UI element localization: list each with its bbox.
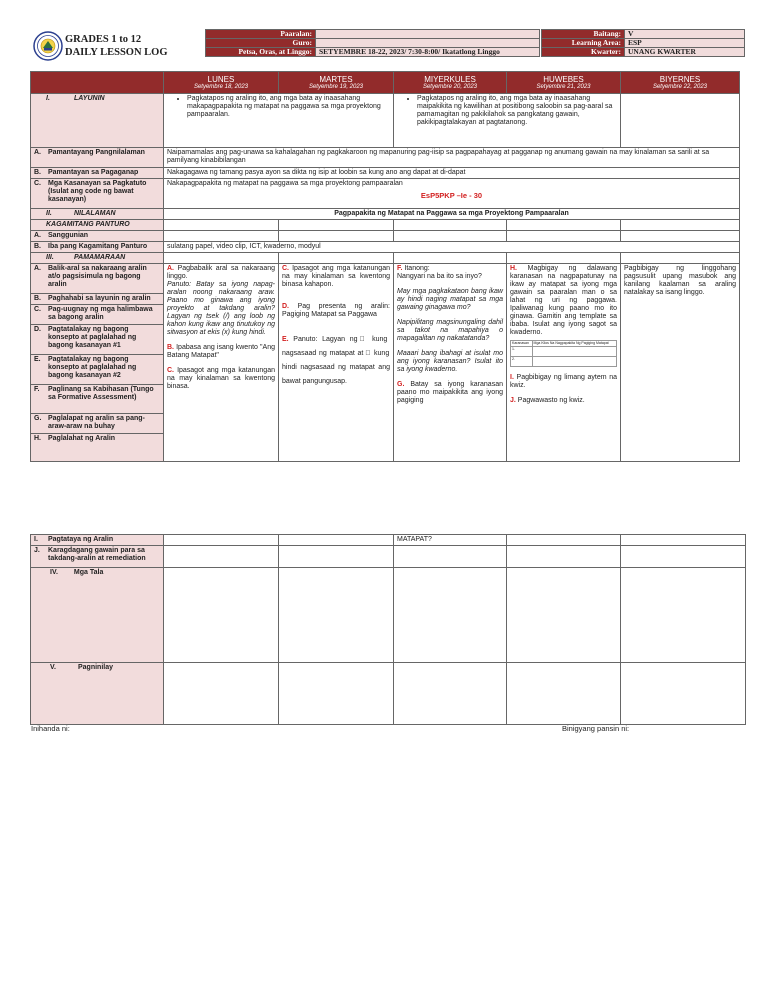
kagamitang-panturo-label: KAGAMITANG PANTURO [31,220,164,231]
header-dll-title: DAILY LESSON LOG [65,47,168,58]
petsa-value: SETYEMBRE 18-22, 2023/ 7:30-8:00/ Ikatatlong Linggo [316,48,540,57]
guro-value [316,39,540,48]
pagtataya-label: I. Pagtataya ng Aralin [31,535,164,546]
miyerkules-continued: MATAPAT? [394,535,507,546]
kasanayan-label: C. Mga Kasanayan sa Pagkatuto (Isulat ang code ng bawat kasanayan) [31,179,164,209]
learning-area-label: Learning Area: [542,39,625,48]
day-header-biyernes: BIYERNES Setyembre 22, 2023 [621,72,740,94]
header-grades-title: GRADES 1 to 12 [65,34,142,45]
pamamaraan-steps [31,264,164,462]
learning-area-value: ESP [625,39,745,48]
corner-cell [31,72,164,94]
step-h: H. Paglalahat ng Aralin [34,435,116,442]
layunin-biyernes [621,94,740,148]
biyernes-procedure: Pagbibigay ng linggohang pagsusulit upang masubok ang kanilang kaalaman sa araling natalakay sa isang linggo. [621,264,740,462]
binigyang-pansin-label: Binigyang pansin ni: [562,724,630,733]
header-class-info [541,29,745,57]
competency-code: EsP5PKP –Ie - 30 [420,191,483,200]
paaralan-value [316,30,540,39]
pamamaraan-label: III. PAMAMARAAN [31,253,164,264]
pamantayan-pagaganap-label: B. Pamantayan sa Pagaganap [31,168,164,179]
nilalaman-value: Pagpapakita ng Matapat na Paggawa sa mga Proyektong Pampaaralan [164,209,740,220]
day-header-lunes: LUNES Setyembre 18, 2023 [164,72,279,94]
guro-label: Guro: [206,39,316,48]
day-header-miyerkules: MIYERKULES Setyembre 20, 2023 [394,72,507,94]
day-header-huwebes: HUWEBES Setyembre 21, 2023 [507,72,621,94]
layunin-objective-2: • Pagkatapos ng araling ito, ang mga bata ay inaasahang maipakikita ng kawilihan at positibong saloobin sa pag-aaral sa pamamagitan ng pakikilahok sa pangkatang gawain, pakikipagtalakayan at pagtatanong. [394,94,621,148]
kwarter-label: Kwarter: [542,48,625,57]
day-header-martes: MARTES Setyembre 19, 2023 [279,72,394,94]
deped-seal-logo [33,31,63,61]
iba-pang-kagamitan-value: sulatang papel, video clip, ICT, kwaderno, modyul [164,242,740,253]
kwarter-value: UNANG KWARTER [625,48,745,57]
paaralan-label: Paaralan: [206,30,316,39]
baitang-value: V [625,30,745,39]
iba-pang-kagamitan-label: B. Iba pang Kagamitang Panturo [31,242,164,253]
baitang-label: Baitang: [542,30,625,39]
step-f: F. Paglinang sa Kabihasan (Tungo sa Formative Assessment) [31,385,163,414]
step-c: C. Pag-uugnay ng mga halimbawa sa bagong aralin [31,305,163,325]
sanggunian-label: A. Sanggunian [31,231,164,242]
nilalaman-label: II. NILALAMAN [31,209,164,220]
layunin-objective-1: • Pagkatapos ng araling ito, ang mga bata ay inaasahang makapagpapakita ng matapat na paggawa sa mga proyektong pampaaralan. [164,94,394,148]
step-e: E. Pagtatalakay ng bagong konsepto at paglalahad ng bagong kasanayan #2 [31,355,163,385]
karagdagang-gawain-label: J. Karagdagang gawain para sa takdang-aralin at remediation [31,546,164,568]
header-school-info [205,29,540,57]
pamantayang-pangnilalaman-value: Naipamamalas ang pag-unawa sa kahalagahan ng pagkakaroon ng mapanuring pag-iisip sa pagpapahayag at pagganap ng anumang gawain na may kinalaman sa sarili at sa pamilyang kinabibilangan [164,148,740,168]
huwebes-procedure: H. Magbigay ng dalawang karanasan na nagpapatunay na ikaw ay matapat sa iyong mga gawain sa paaralan man o sa lahat ng uri ng paggawa. Ipaliwanag kung paano mo ito ginawa. Gamitin ang template sa ibaba. Isulat ang iyong sagot sa kwaderno. Karanasan Mga Kilos Na Nagpapakita Ng Pagiging Matapat 1. 2. I. Pagbibigay ng limang aytem na kwiz. J. Pagwawasto ng kwiz. [507,264,621,462]
lesson-log-table-continued [30,534,746,725]
miyerkules-procedure: F. Itanong: Nangyari na ba ito sa inyo? May mga pagkakataon bang ikaw ay hindi naging matapat sa mga gawaing ginagawa mo? Napipilitang magsinungaling dahil sa takot na mapahiya o mapagalitan ng nakatatanda? Maaari bang ibahagi at isulat mo ang iyong karanasan? Isulat ito sa iyong kwaderno. G. Batay sa iyong karanasan paano mo maipakikita ang iyong pagiging [394,264,507,462]
pagninilay-label: V. Pagninilay [31,663,164,725]
pamantayang-pangnilalaman-label: A. Pamantayang Pangnilalaman [31,148,164,168]
lunes-procedure: A. Pagbabalik aral sa nakaraang linggo. Panuto: Batay sa iyong napag-aralan noong nakaraang araw. Paano mo ginawa ang iyong proyekto at takdang aralin? Lagyan ng tsek (/) ang loob ng kahon kung ikaw ang tinutukoy ng sitwasyon at ekis (x) kung hindi. B. Ipabasa ang isang kwento "Ang Batang Matapat" C. Ipasagot ang mga katanungan na may kinalaman sa kwentong binasa. [164,264,279,462]
step-b: B. Paghahabi sa layunin ng aralin [31,294,163,305]
martes-procedure: C. Ipasagot ang mga katanungan na may kinalaman sa kwentong binasa kahapon. D. Pag presenta ng aralin: Pagiging Matapat sa Paggawa E. Panuto: Lagyan ng ⃞ kung nagsasaad ng matapat at ⃞ kung hindi nagsasaad ng matapat ang bawat pangungusap. [279,264,394,462]
lesson-log-table [30,71,740,462]
kasanayan-value: Nakapagpapakita ng matapat na paggawa sa mga proyektong pampaaralan EsP5PKP –Ie - 30 [164,179,740,209]
pamantayan-pagaganap-value: Nakagagawa ng tamang pasya ayon sa dikta ng isip at loobin sa kung ano ang dapat at di-dapat [164,168,740,179]
petsa-label: Petsa, Oras, at Linggo: [206,48,316,57]
layunin-label: I. LAYUNIN [31,94,164,148]
step-g: G. Paglalapat ng aralin sa pang-araw-araw na buhay [31,414,163,434]
mga-tala-label: IV. Mga Tala [31,568,164,663]
inihanda-label: Inihanda ni: [31,724,70,733]
step-d: D. Pagtatalakay ng bagong konsepto at paglalahad ng bagong kasanayan #1 [31,325,163,355]
experience-template-table: Karanasan Mga Kilos Na Nagpapakita Ng Pagiging Matapat 1. 2. [510,340,617,367]
step-a: A. Balik-aral sa nakaraang aralin at/o pagsisimula ng bagong aralin [31,264,163,294]
